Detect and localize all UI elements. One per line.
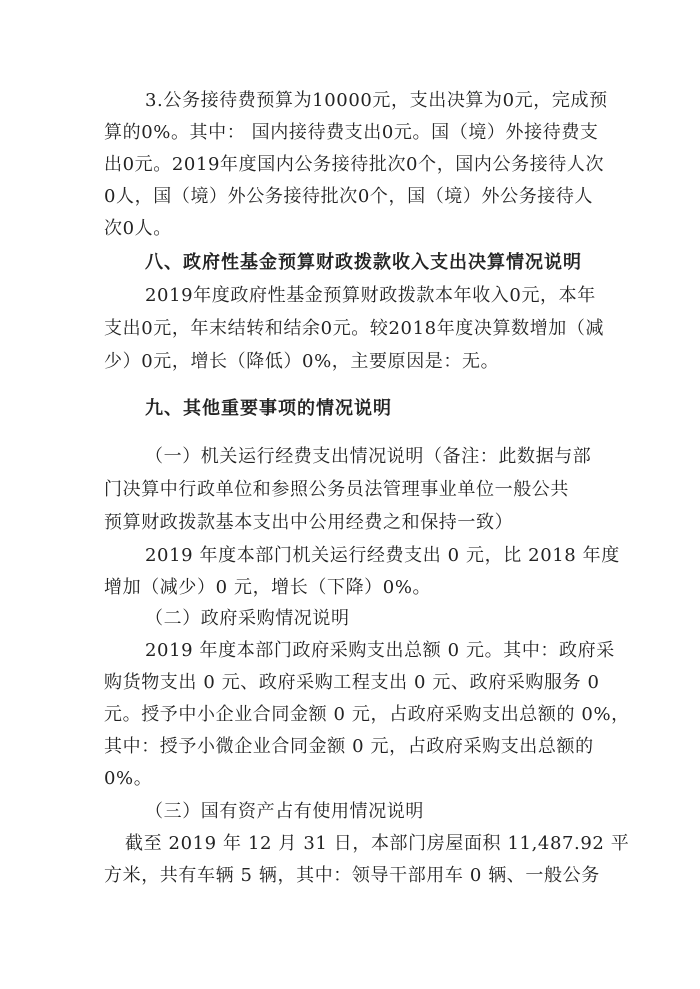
subheading-government-procurement: （二）政府采购情况说明 xyxy=(145,608,350,629)
paragraph-fund-line: 少）0元，增长（降低）0%，主要原因是：无。 xyxy=(104,351,500,372)
paragraph-reception-line: 次0人。 xyxy=(104,218,172,239)
subheading-operating-expenses-line: 门决算中行政单位和参照公务员法管理事业单位一般公共 xyxy=(104,479,569,500)
subheading-state-assets: （三）国有资产占有使用情况说明 xyxy=(145,801,424,822)
paragraph-operating-line: 2019 年度本部门机关运行经费支出 0 元，比 2018 年度 xyxy=(145,545,620,566)
paragraph-assets-line: 截至 2019 年 12 月 31 日，本部门房屋面积 11,487.92 平 xyxy=(125,833,630,854)
paragraph-fund-line: 2019年度政府性基金预算财政拨款本年收入0元，本年 xyxy=(145,285,596,306)
paragraph-reception-line: 0人，国（境）外公务接待批次0个，国（境）外公务接待人 xyxy=(104,186,594,207)
paragraph-reception-line: 算的0%。其中： 国内接待费支出0元。国（境）外接待费支 xyxy=(104,122,599,143)
subheading-operating-expenses-line: （一）机关运行经费支出情况说明（备注：此数据与部 xyxy=(145,446,592,467)
paragraph-procurement-line: 0%。 xyxy=(104,768,153,789)
section-heading-government-fund: 八、政府性基金预算财政拨款收入支出决算情况说明 xyxy=(145,252,582,273)
paragraph-procurement-line: 元。授予中小企业合同金额 0 元，占政府采购支出总额的 0%， xyxy=(104,704,630,725)
paragraph-procurement-line: 其中：授予小微企业合同金额 0 元，占政府采购支出总额的 xyxy=(104,736,594,757)
paragraph-reception-line: 3.公务接待费预算为10000元，支出决算为0元，完成预 xyxy=(145,90,608,111)
section-heading-other-matters: 九、其他重要事项的情况说明 xyxy=(145,398,392,419)
paragraph-fund-line: 支出0元，年末结转和结余0元。较2018年度决算数增加（减 xyxy=(104,318,605,339)
paragraph-operating-line: 增加（减少）0 元，增长（下降）0%。 xyxy=(104,577,432,598)
paragraph-procurement-line: 购货物支出 0 元、政府采购工程支出 0 元、政府采购服务 0 xyxy=(104,672,600,693)
paragraph-reception-line: 出0元。2019年度国内公务接待批次0个，国内公务接待人次 xyxy=(104,154,605,175)
paragraph-assets-line: 方米，共有车辆 5 辆，其中：领导干部用车 0 辆、一般公务 xyxy=(104,865,600,886)
paragraph-procurement-line: 2019 年度本部门政府采购支出总额 0 元。其中：政府采 xyxy=(145,640,615,661)
subheading-operating-expenses-line: 预算财政拨款基本支出中公用经费之和保持一致） xyxy=(104,512,514,533)
